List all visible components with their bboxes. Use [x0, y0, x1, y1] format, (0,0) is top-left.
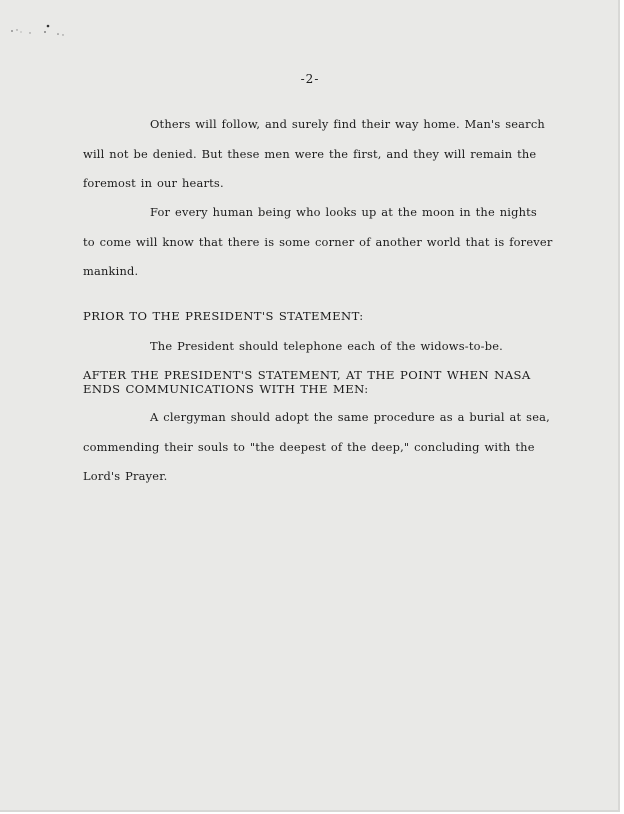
- paragraph-clergyman: [83, 403, 553, 492]
- heading-after-statement: AFTER THE PRESIDENT'S STATEMENT, AT THE POINT WHEN NASA ENDS COMMUNICATIONS WITH THE MEN:: [83, 368, 531, 396]
- heading-prior-to-statement: PRIOR TO THE PRESIDENT'S STATEMENT:: [83, 309, 364, 323]
- paragraph-text: A clergyman should adopt the same procedure as a burial at sea, commending their souls to "the deepest of the deep," concluding with the Lord's Prayer.: [83, 410, 550, 484]
- paragraph-text: For every human being who looks up at the moon in the nights to come will know that there is some corner of another world that is forever mankind.: [83, 205, 553, 279]
- paragraph-telephone-widows: The President should telephone each of the widows-to-be.: [150, 339, 503, 353]
- paper-specks: [8, 22, 68, 36]
- page-number: -2-: [300, 72, 320, 86]
- paragraph-every-human-being: [83, 198, 553, 287]
- paragraph-others-will-follow: [83, 110, 553, 199]
- paragraph-text: Others will follow, and surely find their way home. Man's search will not be denied. But these men were the first, and they will remain the foremost in our hearts.: [83, 117, 545, 191]
